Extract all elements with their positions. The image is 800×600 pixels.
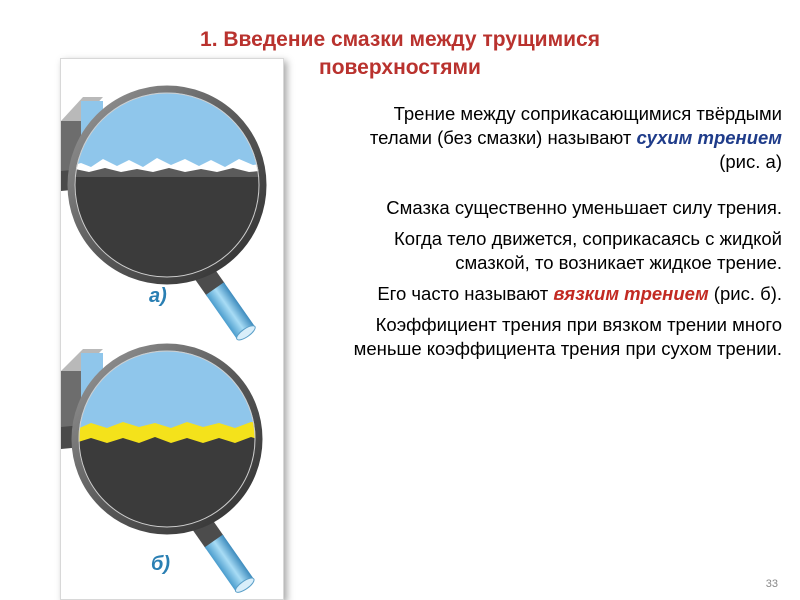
p4-ref: (рис. б). bbox=[708, 283, 782, 304]
friction-illustration bbox=[60, 58, 284, 600]
magnifier-b bbox=[61, 339, 283, 595]
slide-body-text bbox=[330, 102, 782, 368]
term-viscous-friction: вязким трением bbox=[553, 283, 709, 304]
p1-ref: (рис. а) bbox=[719, 151, 782, 172]
figure-label-a: а) bbox=[149, 285, 167, 307]
magnifier-a bbox=[61, 79, 283, 342]
magnifier-drawings bbox=[61, 59, 283, 599]
term-dry-friction: сухим трением bbox=[636, 127, 782, 148]
page-number: 33 bbox=[765, 578, 778, 590]
title-line-2: поверхностями bbox=[319, 56, 481, 79]
figure-label-b: б) bbox=[151, 553, 171, 575]
title-line-1: 1. Введение смазки между трущимися bbox=[200, 28, 600, 51]
paragraph-lubrication: Смазка существенно уменьшает силу трения. bbox=[386, 197, 782, 218]
p1-text: Трение между соприкасающимися твёрдыми телами (без смазки) называют bbox=[369, 103, 782, 148]
paragraph-liquid-friction: Когда тело движется, соприкасаясь с жидкой смазкой, то возникает жидкое трение. bbox=[394, 228, 782, 273]
paragraph-dry-friction bbox=[330, 102, 782, 174]
p4-text: Его часто называют bbox=[377, 283, 554, 304]
paragraph-coefficient: Коэффициент трения при вязком трении много меньше коэффициента трения при сухом трении. bbox=[353, 314, 782, 359]
paragraph-viscous-friction bbox=[330, 282, 782, 306]
